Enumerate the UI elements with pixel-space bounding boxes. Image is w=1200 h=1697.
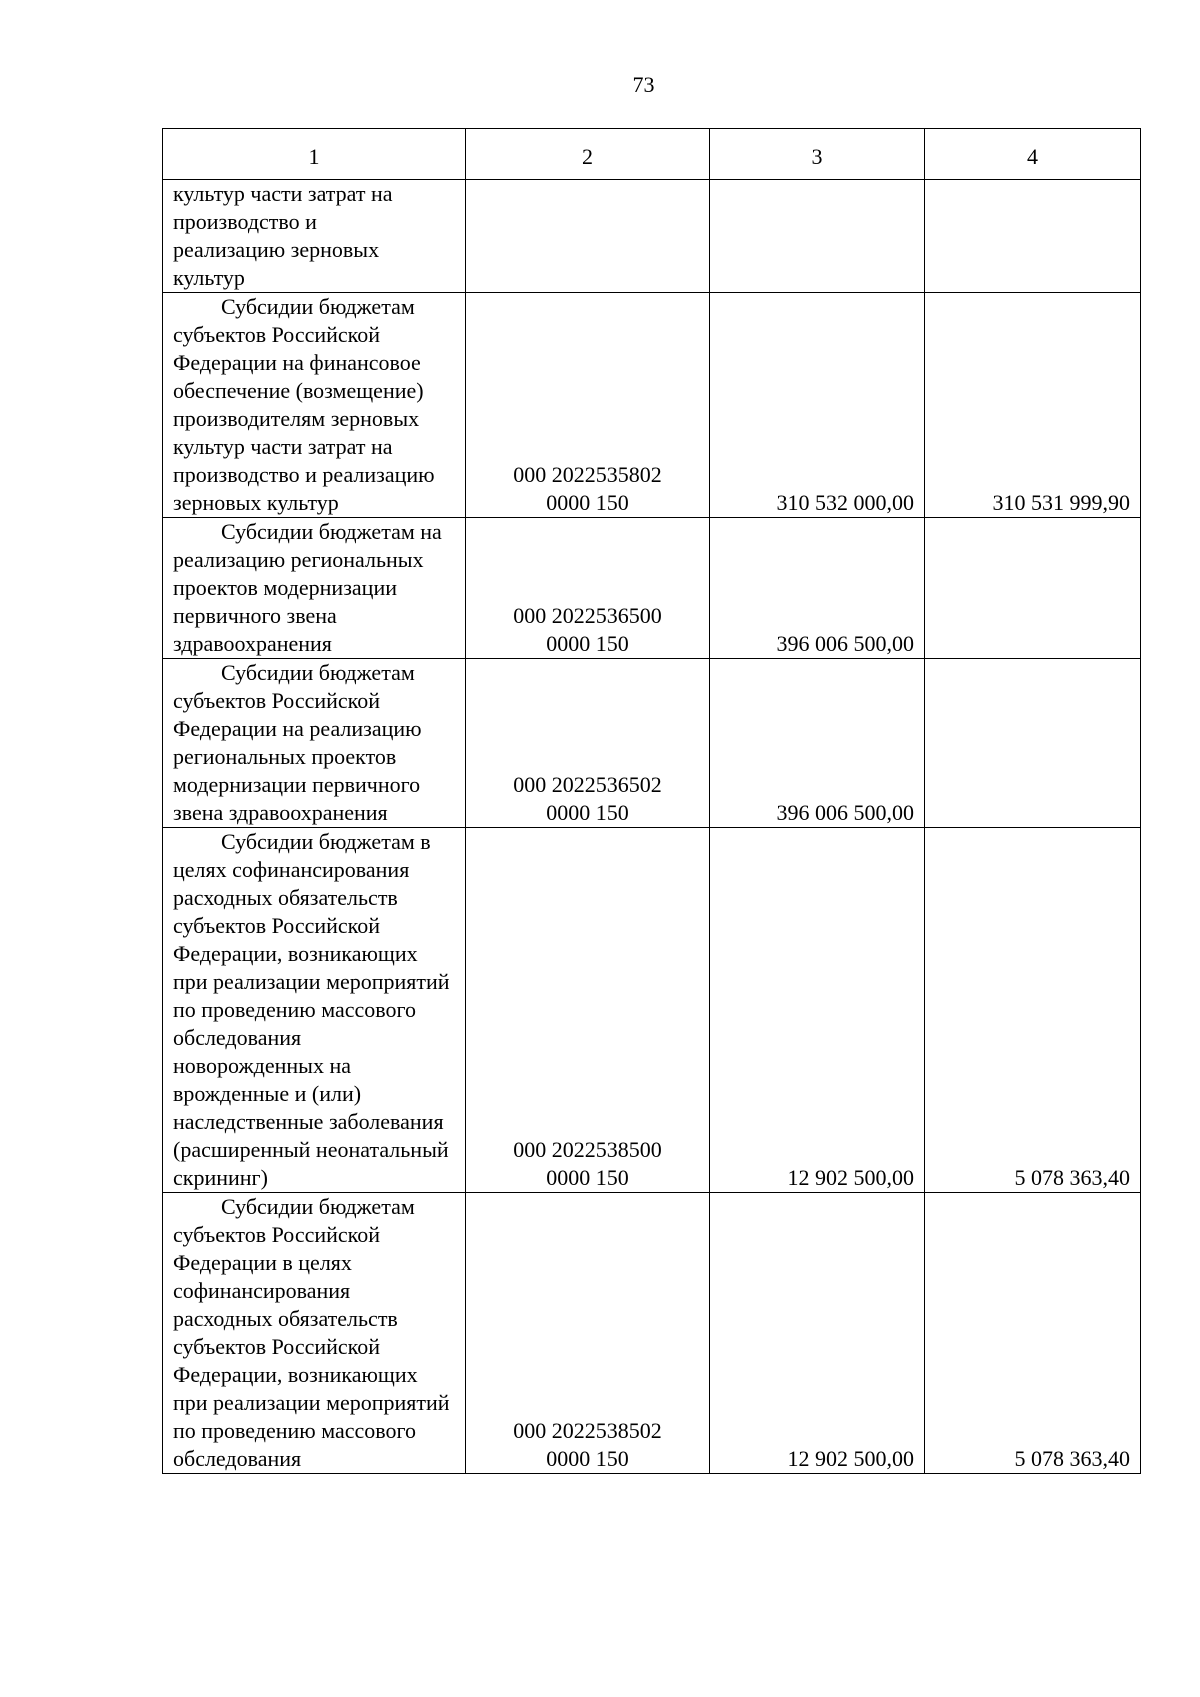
row-code-cell xyxy=(466,659,710,828)
row-executed-amount xyxy=(925,518,1141,659)
row-code-line-2: 0000 150 xyxy=(546,1165,629,1190)
row-code-line-2: 0000 150 xyxy=(546,490,629,515)
row-code-line-1: 000 2022535802 xyxy=(513,462,662,487)
row-executed-amount: 5 078 363,40 xyxy=(925,1193,1141,1474)
row-code-line-1: 000 2022538502 xyxy=(513,1418,662,1443)
row-plan-amount: 396 006 500,00 xyxy=(710,659,925,828)
row-code-line-2: 0000 150 xyxy=(546,631,629,656)
page-number: 73 xyxy=(632,72,655,97)
row-name: Субсидии бюджетам субъектов Российской Федерации в целях софинансирования расходных обязательств субъектов Российской Федерации, возникающих при реализации мероприятий по проведению массового обследования xyxy=(173,1194,450,1471)
row-executed-amount xyxy=(925,659,1141,828)
row-code-line-2: 0000 150 xyxy=(546,1446,629,1471)
table-row xyxy=(163,828,1141,1193)
row-plan-amount: 12 902 500,00 xyxy=(710,828,925,1193)
column-header-3: 3 xyxy=(710,129,925,180)
row-code-cell xyxy=(466,293,710,518)
row-plan-amount: 396 006 500,00 xyxy=(710,518,925,659)
row-name-cell xyxy=(163,180,466,293)
column-header-2: 2 xyxy=(466,129,710,180)
row-name-cell xyxy=(163,518,466,659)
row-name: Субсидии бюджетам субъектов Российской Федерации на финансовое обеспечение (возмещение) производителям зерновых культур части затрат на производство и реализацию зерновых культур xyxy=(173,294,435,515)
table-row xyxy=(163,180,1141,293)
row-plan-amount: 12 902 500,00 xyxy=(710,1193,925,1474)
budget-revenue-table xyxy=(162,128,1141,1474)
row-name-cell xyxy=(163,1193,466,1474)
row-code-line-1: 000 2022538500 xyxy=(513,1137,662,1162)
row-name: культур части затрат на производство и реализацию зерновых культур xyxy=(173,181,393,290)
row-executed-amount xyxy=(925,180,1141,293)
row-code-line-1: 000 2022536500 xyxy=(513,603,662,628)
row-code-line-2: 0000 150 xyxy=(546,800,629,825)
row-code-cell xyxy=(466,1193,710,1474)
row-name: Субсидии бюджетам на реализацию региональных проектов модернизации первичного звена здравоохранения xyxy=(173,519,442,656)
table-row xyxy=(163,518,1141,659)
row-plan-amount xyxy=(710,180,925,293)
table-row xyxy=(163,1193,1141,1474)
row-name-cell xyxy=(163,293,466,518)
row-name: Субсидии бюджетам в целях софинансирования расходных обязательств субъектов Российской Федерации, возникающих при реализации мероприятий по проведению массового обследования новорожденных на врожденные и (или) наследственные заболевания (расширенный неонатальный скрининг) xyxy=(173,829,450,1190)
row-code-line-1: 000 2022536502 xyxy=(513,772,662,797)
row-plan-amount: 310 532 000,00 xyxy=(710,293,925,518)
row-name-cell xyxy=(163,659,466,828)
row-code-cell xyxy=(466,518,710,659)
row-executed-amount: 310 531 999,90 xyxy=(925,293,1141,518)
row-name-cell xyxy=(163,828,466,1193)
row-name: Субсидии бюджетам субъектов Российской Федерации на реализацию региональных проектов модернизации первичного звена здравоохранения xyxy=(173,660,422,825)
table-header-row xyxy=(163,129,1141,180)
table-row xyxy=(163,659,1141,828)
row-code-cell xyxy=(466,180,710,293)
column-header-4: 4 xyxy=(925,129,1141,180)
row-executed-amount: 5 078 363,40 xyxy=(925,828,1141,1193)
row-code-cell xyxy=(466,828,710,1193)
table-row xyxy=(163,293,1141,518)
column-header-1: 1 xyxy=(163,129,466,180)
